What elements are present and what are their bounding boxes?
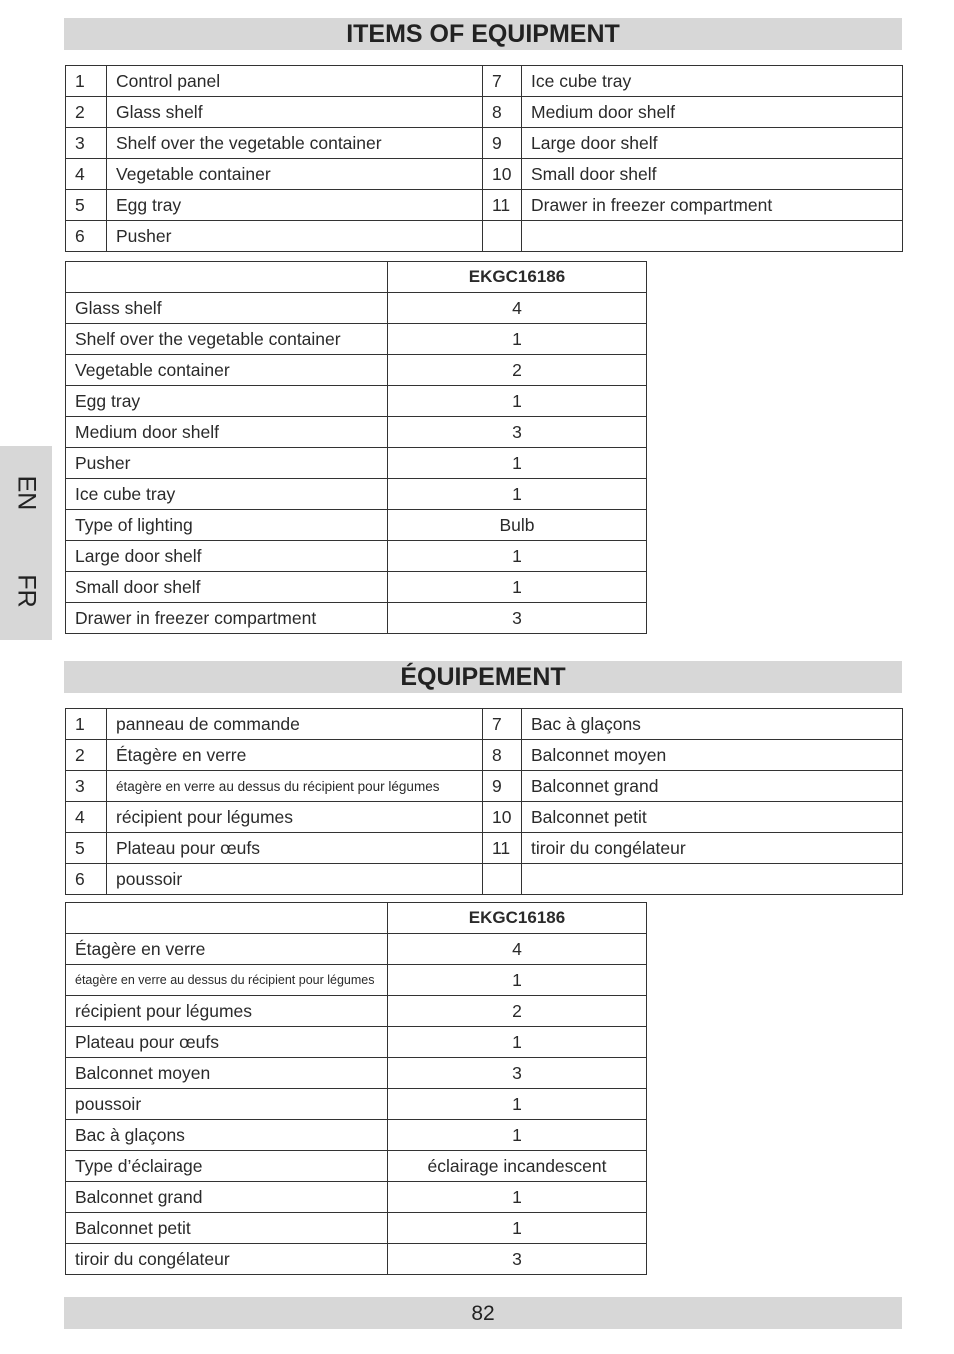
item-name: Pusher <box>107 221 483 252</box>
spec-value: 1 <box>388 572 647 603</box>
spec-row <box>66 603 647 634</box>
spec-header-row <box>66 262 647 293</box>
item-number: 11 <box>483 833 522 864</box>
item-number: 6 <box>66 864 107 895</box>
section-heading-fr: ÉQUIPEMENT <box>64 661 902 693</box>
item-name: Étagère en verre <box>107 740 483 771</box>
model-header: EKGC16186 <box>388 262 647 293</box>
item-number: 4 <box>66 159 107 190</box>
spec-row <box>66 293 647 324</box>
item-number <box>483 864 522 895</box>
item-number: 10 <box>483 802 522 833</box>
item-name: Glass shelf <box>107 97 483 128</box>
spec-label: Type of lighting <box>66 510 388 541</box>
item-name: panneau de commande <box>107 709 483 740</box>
spec-label: Shelf over the vegetable container <box>66 324 388 355</box>
item-name: poussoir <box>107 864 483 895</box>
item-row <box>66 221 903 252</box>
item-row <box>66 771 903 802</box>
spec-value: 1 <box>388 1089 647 1120</box>
spec-value: 1 <box>388 386 647 417</box>
language-tab <box>0 446 52 640</box>
item-name: Balconnet petit <box>522 802 903 833</box>
item-row <box>66 66 903 97</box>
spec-row <box>66 996 647 1027</box>
spec-header-empty <box>66 262 388 293</box>
spec-row <box>66 479 647 510</box>
spec-label: Glass shelf <box>66 293 388 324</box>
item-row <box>66 864 903 895</box>
item-name: Egg tray <box>107 190 483 221</box>
item-name: Balconnet moyen <box>522 740 903 771</box>
spec-label: Small door shelf <box>66 572 388 603</box>
item-name <box>522 864 903 895</box>
item-row <box>66 802 903 833</box>
spec-row <box>66 1120 647 1151</box>
spec-row <box>66 417 647 448</box>
item-name: Balconnet grand <box>522 771 903 802</box>
item-name: Plateau pour œufs <box>107 833 483 864</box>
spec-value: 4 <box>388 293 647 324</box>
item-name: Shelf over the vegetable container <box>107 128 483 159</box>
language-tab-fr: FR <box>12 574 41 608</box>
item-name: Bac à glaçons <box>522 709 903 740</box>
item-name: Large door shelf <box>522 128 903 159</box>
spec-value: 1 <box>388 965 647 996</box>
spec-value: éclairage incandescent <box>388 1151 647 1182</box>
spec-value: 1 <box>388 479 647 510</box>
spec-label: Plateau pour œufs <box>66 1027 388 1058</box>
item-number: 3 <box>66 128 107 159</box>
spec-row <box>66 1027 647 1058</box>
spec-row <box>66 572 647 603</box>
spec-row <box>66 1213 647 1244</box>
spec-header-row <box>66 903 647 934</box>
spec-label: Egg tray <box>66 386 388 417</box>
spec-value: 1 <box>388 324 647 355</box>
item-number: 9 <box>483 771 522 802</box>
item-number: 9 <box>483 128 522 159</box>
spec-row <box>66 965 647 996</box>
item-number: 5 <box>66 190 107 221</box>
item-number: 5 <box>66 833 107 864</box>
item-name: Medium door shelf <box>522 97 903 128</box>
item-name: Vegetable container <box>107 159 483 190</box>
page-number: 82 <box>471 1302 495 1325</box>
spec-label: Ice cube tray <box>66 479 388 510</box>
spec-value: 1 <box>388 1120 647 1151</box>
item-row <box>66 128 903 159</box>
spec-table-fr <box>65 902 647 1275</box>
item-number: 6 <box>66 221 107 252</box>
item-name: Drawer in freezer compartment <box>522 190 903 221</box>
item-number: 3 <box>66 771 107 802</box>
spec-row <box>66 1244 647 1275</box>
section-heading-en: ITEMS OF EQUIPMENT <box>64 18 902 50</box>
spec-value: 3 <box>388 1244 647 1275</box>
spec-row <box>66 934 647 965</box>
item-number: 1 <box>66 66 107 97</box>
spec-row <box>66 448 647 479</box>
spec-value: 1 <box>388 541 647 572</box>
item-number: 4 <box>66 802 107 833</box>
spec-value: 1 <box>388 448 647 479</box>
item-number: 1 <box>66 709 107 740</box>
spec-row <box>66 1151 647 1182</box>
spec-row <box>66 1089 647 1120</box>
spec-value: 3 <box>388 417 647 448</box>
spec-value: 4 <box>388 934 647 965</box>
spec-label: poussoir <box>66 1089 388 1120</box>
item-row <box>66 833 903 864</box>
item-number: 2 <box>66 97 107 128</box>
item-name: récipient pour légumes <box>107 802 483 833</box>
item-row <box>66 159 903 190</box>
item-number: 11 <box>483 190 522 221</box>
language-tab-en: EN <box>12 475 41 511</box>
spec-table-en <box>65 261 647 634</box>
item-row <box>66 190 903 221</box>
item-name: Control panel <box>107 66 483 97</box>
item-name: Small door shelf <box>522 159 903 190</box>
item-number: 2 <box>66 740 107 771</box>
spec-value: 1 <box>388 1027 647 1058</box>
spec-label: récipient pour légumes <box>66 996 388 1027</box>
spec-value: 1 <box>388 1182 647 1213</box>
spec-row <box>66 1058 647 1089</box>
spec-row <box>66 510 647 541</box>
spec-label: Balconnet grand <box>66 1182 388 1213</box>
item-row <box>66 709 903 740</box>
spec-label: Large door shelf <box>66 541 388 572</box>
items-table-en <box>65 65 903 252</box>
spec-row <box>66 324 647 355</box>
spec-value: 3 <box>388 603 647 634</box>
spec-label: étagère en verre au dessus du récipient pour légumes <box>66 965 388 996</box>
spec-label: Balconnet petit <box>66 1213 388 1244</box>
spec-label: Balconnet moyen <box>66 1058 388 1089</box>
model-header: EKGC16186 <box>388 903 647 934</box>
spec-header-empty <box>66 903 388 934</box>
item-row <box>66 97 903 128</box>
spec-value: 3 <box>388 1058 647 1089</box>
item-name: tiroir du congélateur <box>522 833 903 864</box>
spec-label: Drawer in freezer compartment <box>66 603 388 634</box>
spec-label: Vegetable container <box>66 355 388 386</box>
spec-value: 1 <box>388 1213 647 1244</box>
spec-label: Medium door shelf <box>66 417 388 448</box>
spec-row <box>66 541 647 572</box>
spec-value: 2 <box>388 996 647 1027</box>
item-number: 8 <box>483 97 522 128</box>
spec-value: Bulb <box>388 510 647 541</box>
spec-value: 2 <box>388 355 647 386</box>
spec-label: Étagère en verre <box>66 934 388 965</box>
spec-row <box>66 355 647 386</box>
item-name: étagère en verre au dessus du récipient pour légumes <box>107 771 483 802</box>
spec-label: Pusher <box>66 448 388 479</box>
spec-label: Bac à glaçons <box>66 1120 388 1151</box>
item-name: Ice cube tray <box>522 66 903 97</box>
spec-label: Type d’éclairage <box>66 1151 388 1182</box>
item-number: 8 <box>483 740 522 771</box>
item-number <box>483 221 522 252</box>
item-row <box>66 740 903 771</box>
items-table-fr <box>65 708 903 895</box>
item-number: 7 <box>483 66 522 97</box>
spec-row <box>66 386 647 417</box>
item-number: 7 <box>483 709 522 740</box>
item-number: 10 <box>483 159 522 190</box>
spec-row <box>66 1182 647 1213</box>
spec-label: tiroir du congélateur <box>66 1244 388 1275</box>
item-name <box>522 221 903 252</box>
page-footer <box>64 1297 902 1329</box>
